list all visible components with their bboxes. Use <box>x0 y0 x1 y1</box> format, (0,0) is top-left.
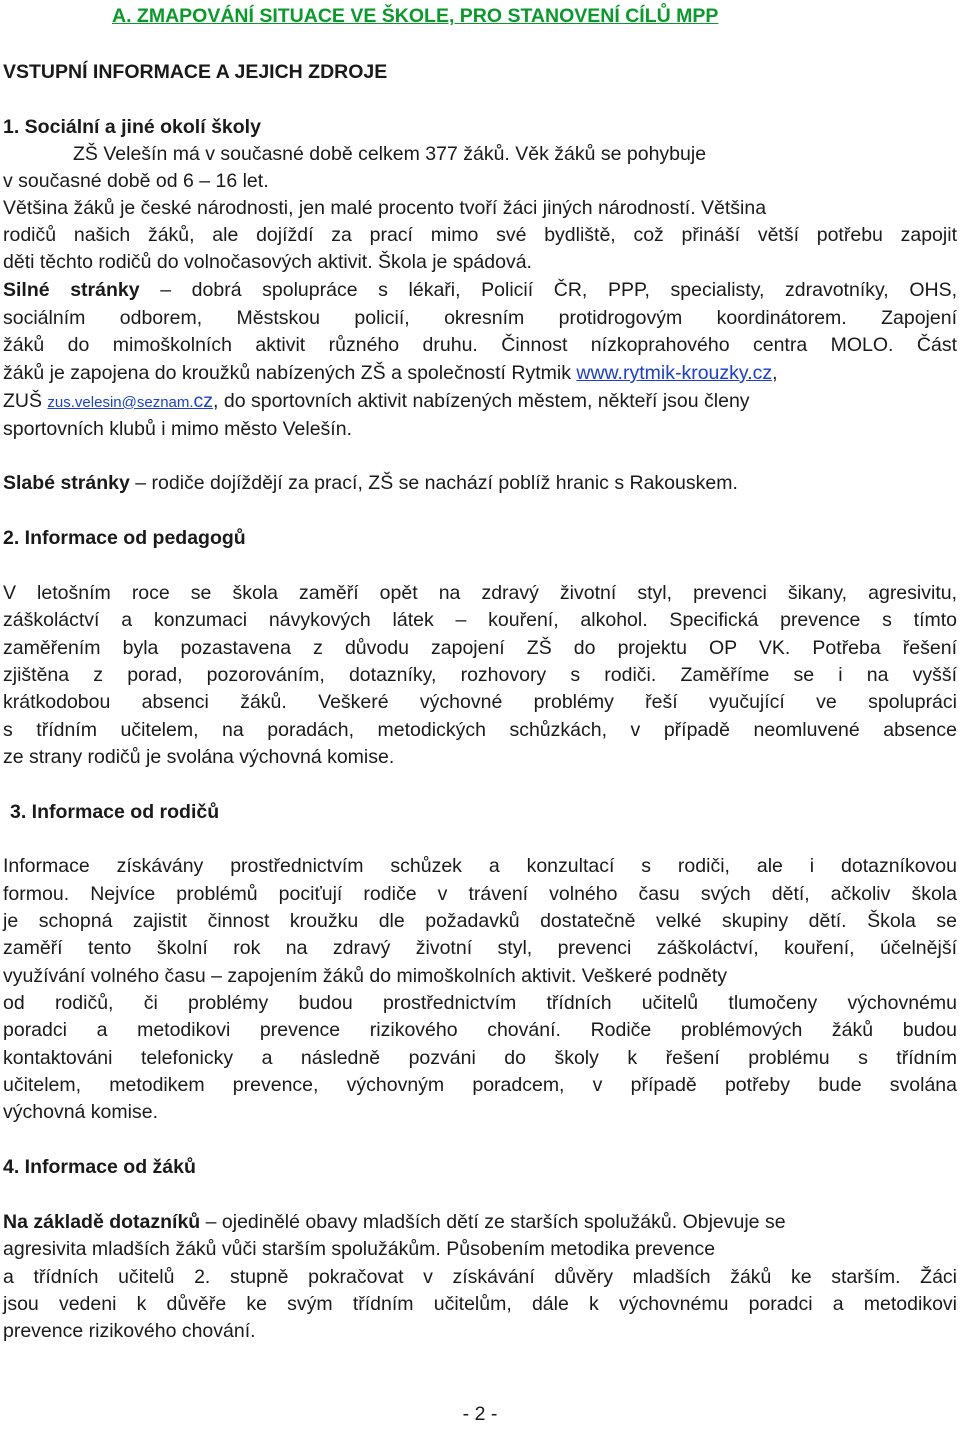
paragraph-line: zjištěna z porad, pozorováním, dotazníky, rozhovory s rodiči. Zaměříme se i na vyšší <box>3 664 957 686</box>
paragraph-line: výchovná komise. <box>3 1101 158 1123</box>
section-2-heading: 2. Informace od pedagogů <box>3 527 246 549</box>
paragraph-text: , do sportovních aktivit nabízených městem, někteří jsou členy <box>213 390 750 412</box>
strengths-label: Silné stránky <box>3 279 140 301</box>
paragraph-line <box>3 361 778 385</box>
strengths-text: – dobrá spolupráce s lékaři, Policií ČR, PPP, specialisty, zdravotníky, OHS, <box>139 279 957 301</box>
section-1-heading: 1. Sociální a jiné okolí školy <box>3 116 261 138</box>
paragraph-line: od rodičů, či problémy budou prostřednictvím třídních učitelů tlumočeny výchovnému <box>3 992 957 1014</box>
paragraph-line: prevence rizikového chování. <box>3 1320 256 1342</box>
paragraph-line: využívání volného času – zapojením žáků do mimoškolních aktivit. Veškeré podněty <box>3 965 728 987</box>
paragraph-line: v současné době od 6 – 16 let. <box>3 170 269 192</box>
email-link[interactable] <box>47 390 213 412</box>
paragraph-line: zaměřením byla pozastavena z důvodu zapojení ZŠ do projektu OP VK. Potřeba řešení <box>3 637 957 659</box>
paragraph-line: ZŠ Velešín má v současné době celkem 377 žáků. Věk žáků se pohybuje <box>73 143 707 165</box>
paragraph-line: agresivita mladších žáků vůči starším spolužákům. Působením metodika prevence <box>3 1238 716 1260</box>
paragraph-line: zaměří tento školní rok na zdravý životní styl, prevenci záškoláctví, kouření, účelnější <box>3 937 957 959</box>
weaknesses-line <box>3 471 738 495</box>
paragraph-text: žáků je zapojena do kroužků nabízených ZŠ a společností Rytmik <box>3 362 577 384</box>
section-3-heading: 3. Informace od rodičů <box>10 801 220 823</box>
paragraph-line: kontaktováni telefonicky a následně pozváni do školy k řešení problému s třídním <box>3 1047 957 1069</box>
paragraph-line: Informace získávány prostřednictvím schůzek a konzultací s rodiči, ale i dotazníkovou <box>3 855 957 877</box>
paragraph-line: V letošním roce se škola zaměří opět na zdravý životní styl, prevenci šikany, agresivitu, <box>3 582 957 604</box>
paragraph-line: sportovních klubů i mimo město Velešín. <box>3 418 352 440</box>
paragraph-line: krátkodobou absenci žáků. Veškeré výchovné problémy řeší vyučující ve spolupráci <box>3 691 957 713</box>
email-link-text: zus.velesin@seznam. <box>47 394 194 411</box>
paragraph-text: ZUŠ <box>3 390 48 412</box>
strengths-line <box>3 278 957 302</box>
section-4-heading: 4. Informace od žáků <box>3 1156 196 1178</box>
questionnaire-label: Na základě dotazníků <box>3 1211 201 1233</box>
rytmik-link[interactable]: www.rytmik-krouzky.cz <box>576 362 773 384</box>
paragraph-line: žáků do mimoškolních aktivit různého druhu. Činnost nízkoprahového centra MOLO. Část <box>3 334 957 356</box>
document-title: A. ZMAPOVÁNÍ SITUACE VE ŠKOLE, PRO STANOVENÍ CÍLŮ MPP <box>112 5 719 27</box>
paragraph-line <box>3 389 750 415</box>
paragraph-text: , <box>772 362 778 384</box>
email-link-text: cz <box>193 390 214 412</box>
paragraph-line: Většina žáků je české národnosti, jen malé procento tvoří žáci jiných národností. Většina <box>3 197 767 219</box>
paragraph-line: záškoláctví a konzumaci návykových látek – kouření, alkohol. Specifická prevence s tímto <box>3 609 957 631</box>
questionnaire-text: – ojedinělé obavy mladších dětí ze starších spolužáků. Objevuje se <box>200 1211 786 1233</box>
paragraph-line: učitelem, metodikem prevence, výchovným poradcem, v případě potřeby bude svolána <box>3 1074 957 1096</box>
paragraph-line: s třídním učitelem, na poradách, metodických schůzkách, v případě neomluvené absence <box>3 719 957 741</box>
paragraph-line: je schopná zajistit činnost kroužku dle požadavků dostatečně velké skupiny dětí. Škola se <box>3 910 957 932</box>
questionnaire-line <box>3 1210 786 1234</box>
paragraph-line: ze strany rodičů je svolána výchovná komise. <box>3 746 395 768</box>
page-number: - 2 - <box>462 1403 498 1425</box>
paragraph-line: sociálním odborem, Městskou policií, okresním protidrogovým koordinátorem. Zapojení <box>3 307 957 329</box>
paragraph-line: jsou vedeni k důvěře ke svým třídním učitelům, dále k výchovnému poradci a metodikovi <box>3 1293 957 1315</box>
paragraph-line: poradci a metodikovi prevence rizikového chování. Rodiče problémových žáků budou <box>3 1019 957 1041</box>
weaknesses-label: Slabé stránky <box>3 472 130 494</box>
document-subtitle: VSTUPNÍ INFORMACE A JEJICH ZDROJE <box>3 61 388 83</box>
paragraph-line: rodičů našich žáků, ale dojíždí za prací mimo své bydliště, což přináší větší potřebu zapojit <box>3 224 957 246</box>
weaknesses-text: – rodiče dojíždějí za prací, ZŠ se nachází poblíž hranic s Rakouskem. <box>129 472 738 494</box>
paragraph-line: formou. Nejvíce problémů pociťují rodiče v trávení volného času svých dětí, ačkoliv škola <box>3 883 957 905</box>
paragraph-line: děti těchto rodičů do volnočasových aktivit. Škola je spádová. <box>3 251 532 273</box>
paragraph-line: a třídních učitelů 2. stupně pokračovat v získávání důvěry mladších žáků ke starším. Žáci <box>3 1266 957 1288</box>
